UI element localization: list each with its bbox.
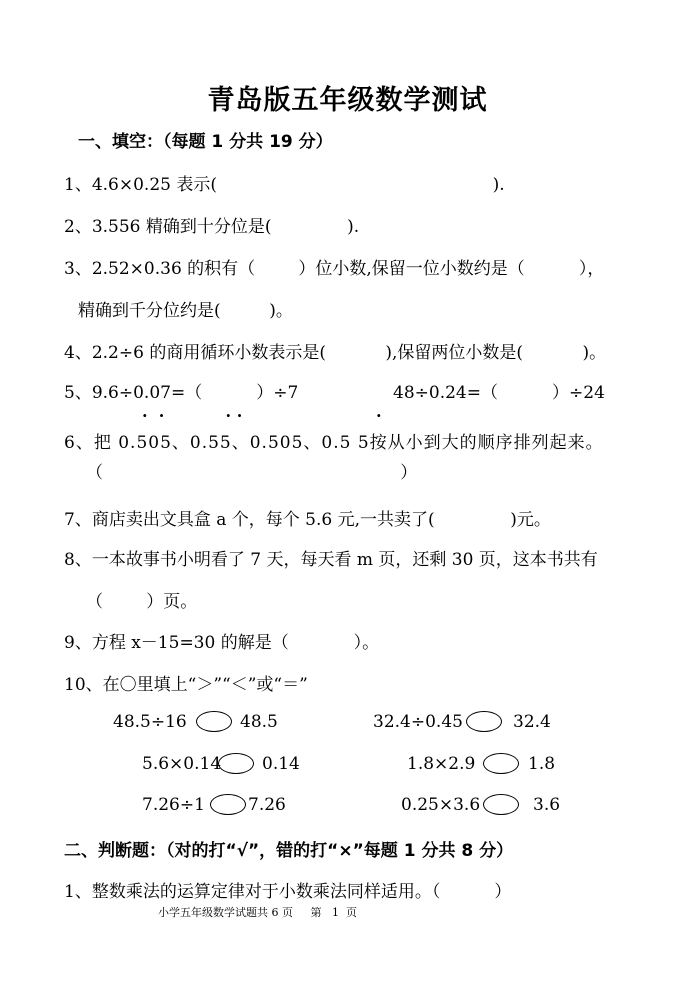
question-8-line-2: （ ）页。	[86, 592, 198, 612]
page-footer: 小学五年级数学试题共 6 页 第 1 页	[158, 906, 357, 919]
compare-oval-blank[interactable]	[210, 794, 246, 815]
section-2-heading: 二、判断题：（对的打“√”，错的打“×”每题 1 分共 8 分）	[64, 841, 514, 861]
compare-left-expression: 5.6×0.14	[142, 754, 222, 774]
compare-oval-blank[interactable]	[483, 753, 519, 774]
compare-oval-blank[interactable]	[483, 794, 519, 815]
question-2: 2、3.556 精确到十分位是( ).	[64, 217, 360, 237]
section-1-heading: 一、填空：（每题 1 分共 19 分）	[78, 132, 333, 152]
judgement-question-1: 1、整数乘法的运算定律对于小数乘法同样适用。（ ）	[64, 882, 512, 902]
compare-left-expression: 48.5÷16	[113, 712, 187, 732]
compare-right-value: 48.5	[240, 712, 278, 732]
compare-left-expression: 7.26÷1	[142, 795, 205, 815]
compare-oval-blank[interactable]	[466, 711, 502, 732]
compare-right-value: 32.4	[513, 712, 551, 732]
compare-right-value: 1.8	[528, 754, 556, 774]
question-3-line-2: 精确到千分位约是( )。	[78, 301, 293, 321]
compare-right-value: 0.14	[262, 754, 300, 774]
compare-oval-blank[interactable]	[196, 711, 232, 732]
question-5-right: 48÷0.24=（ ）÷24	[393, 383, 605, 403]
compare-oval-blank[interactable]	[218, 753, 254, 774]
question-4: 4、2.2÷6 的商用循环小数表示是( ),保留两位小数是( )。	[64, 343, 607, 363]
question-9: 9、方程 x－15=30 的解是（ ）。	[64, 633, 380, 653]
compare-right-value: 7.26	[248, 795, 286, 815]
question-6-answer-blank: （ ）	[86, 463, 418, 483]
page-title: 青岛版五年级数学测试	[207, 85, 488, 116]
compare-left-expression: 32.4÷0.45	[373, 712, 463, 732]
repeating-decimal-dots: · · · · ·	[142, 406, 382, 425]
question-10: 10、在〇里填上“＞”“＜”或“＝”	[64, 675, 308, 695]
question-1: 1、4.6×0.25 表示( ).	[64, 175, 505, 195]
question-6: 6、把 0.505、0.55、0.505、0.5 5按从小到大的顺序排列起来。	[64, 433, 604, 453]
compare-right-value: 3.6	[533, 795, 561, 815]
compare-left-expression: 1.8×2.9	[407, 754, 476, 774]
question-5-left: 5、9.6÷0.07=（ ）÷7	[64, 383, 299, 403]
question-8-line-1: 8、一本故事书小明看了 7 天，每天看 m 页，还剩 30 页，这本书共有	[64, 550, 598, 570]
question-3-line-1: 3、2.52×0.36 的积有（ ）位小数,保留一位小数约是（ ），	[64, 259, 605, 279]
compare-left-expression: 0.25×3.6	[401, 795, 481, 815]
question-7: 7、商店卖出文具盒 a 个，每个 5.6 元,一共卖了( )元。	[64, 510, 551, 530]
